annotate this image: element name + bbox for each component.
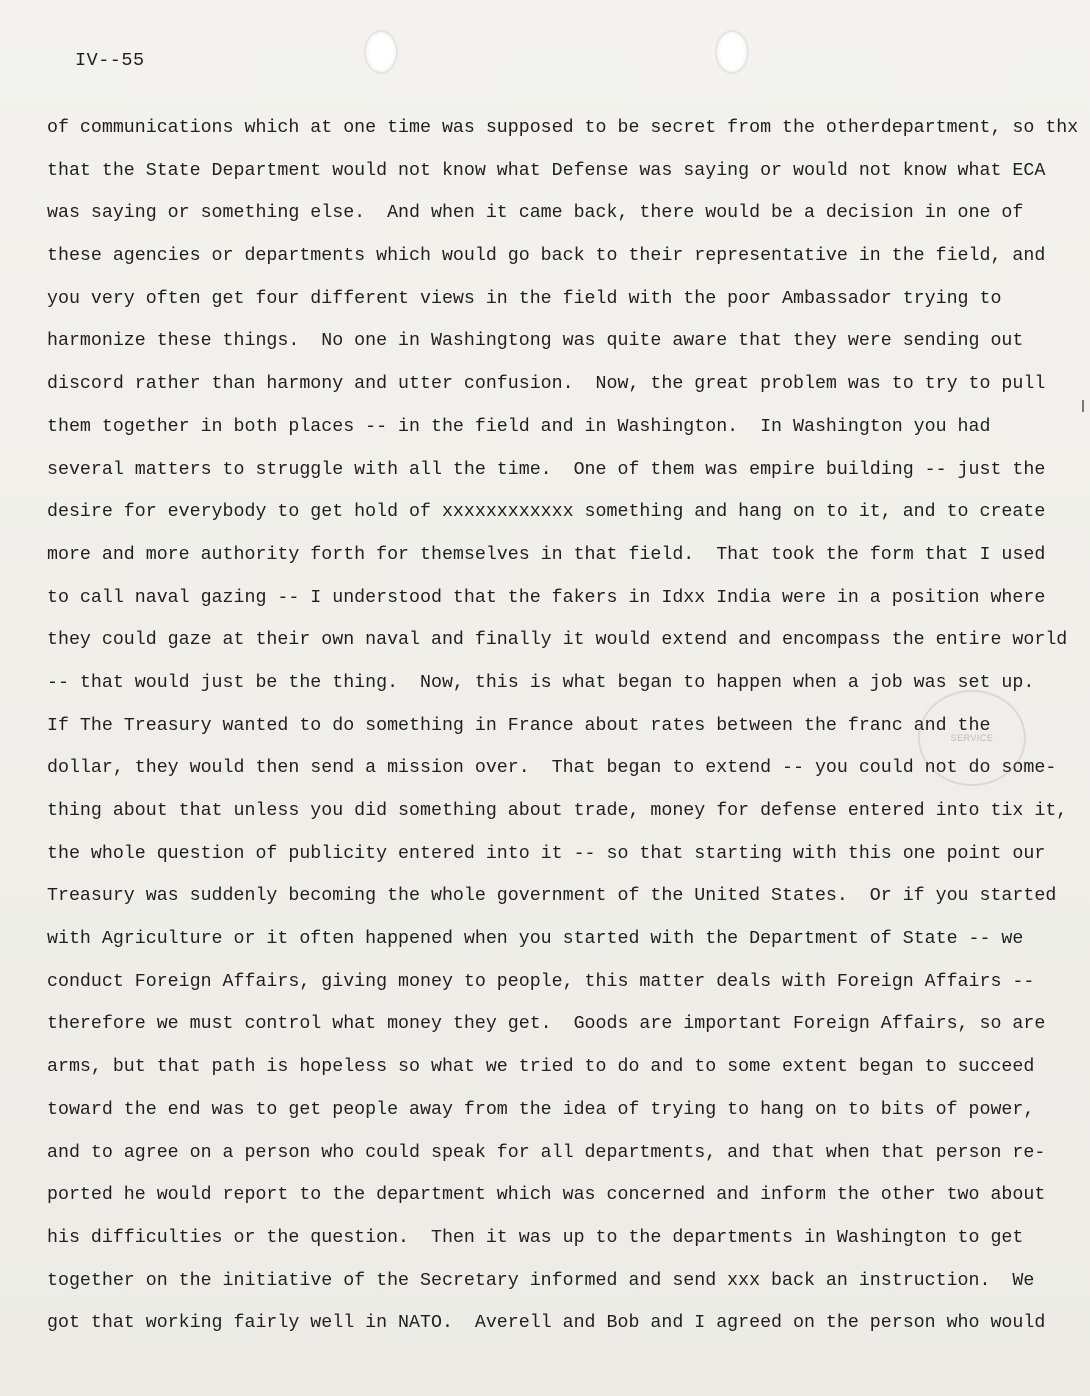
text-line: thing about that unless you did something about trade, money for defense entered into tix it, xyxy=(47,801,1068,821)
text-line: you very often get four different views in the field with the poor Ambassador trying to xyxy=(47,288,1002,309)
text-line: the whole question of publicity entered into it -- so that starting with this one point our xyxy=(47,843,1046,864)
text-line: more and more authority forth for themselves in that field. That took the form that I used xyxy=(47,544,1046,565)
punch-hole-left xyxy=(366,32,396,72)
text-line: to call naval gazing -- I understood that the fakers in Idxx India were in a position where xyxy=(47,587,1046,608)
text-line: harmonize these things. No one in Washingtong was quite aware that they were sending out xyxy=(47,331,1024,352)
faded-stamp: SERVICE xyxy=(918,690,1026,786)
text-line: dollar, they would then send a mission over. That began to extend -- you could not do some- xyxy=(47,758,1057,779)
text-line: of communications which at one time was supposed to be secret from the otherdepartment, so thx xyxy=(47,118,1079,138)
text-line: together on the initiative of the Secretary informed and send xxx back an instruction. We xyxy=(47,1270,1035,1291)
text-line: arms, but that path is hopeless so what we tried to do and to some extent began to succeed xyxy=(47,1057,1035,1078)
text-line: with Agriculture or it often happened when you started with the Department of State -- we xyxy=(47,929,1024,950)
text-line: them together in both places -- in the field and in Washington. In Washington you had xyxy=(47,416,991,437)
text-line: -- that would just be the thing. Now, this is what began to happen when a job was set up. xyxy=(47,672,1035,693)
text-line: was saying or something else. And when it came back, there would be a decision in one of xyxy=(47,203,1024,224)
text-line: discord rather than harmony and utter confusion. Now, the great problem was to try to pull xyxy=(47,374,1046,395)
text-line: got that working fairly well in NATO. Averell and Bob and I agreed on the person who would xyxy=(47,1313,1046,1334)
text-line: desire for everybody to get hold of xxxxxxxxxxxx something and hang on to it, and to create xyxy=(47,502,1046,523)
page-number: IV--55 xyxy=(75,50,145,71)
text-line: toward the end was to get people away from the idea of trying to hang on to bits of power, xyxy=(47,1099,1035,1120)
text-line: and to agree on a person who could speak for all departments, and that when that person re- xyxy=(47,1142,1046,1163)
text-line: that the State Department would not know what Defense was saying or would not know what ECA xyxy=(47,160,1046,181)
text-line: they could gaze at their own naval and finally it would extend and encompass the entire world xyxy=(47,630,1068,651)
text-line: therefore we must control what money they get. Goods are important Foreign Affairs, so are xyxy=(47,1014,1046,1035)
text-line: conduct Foreign Affairs, giving money to people, this matter deals with Foreign Affairs -- xyxy=(47,971,1035,992)
text-line: If The Treasury wanted to do something in France about rates between the franc and the xyxy=(47,715,991,736)
text-line: ported he would report to the department which was concerned and inform the other two about xyxy=(47,1185,1046,1206)
margin-mark xyxy=(1082,400,1084,412)
text-line: his difficulties or the question. Then it was up to the departments in Washington to get xyxy=(47,1227,1024,1248)
typed-body-text xyxy=(47,107,1079,1345)
text-line: Treasury was suddenly becoming the whole government of the United States. Or if you started xyxy=(47,886,1057,907)
punch-hole-right xyxy=(717,32,747,72)
text-line: several matters to struggle with all the time. One of them was empire building -- just the xyxy=(47,459,1046,480)
text-line: these agencies or departments which would go back to their representative in the field, and xyxy=(47,246,1046,267)
